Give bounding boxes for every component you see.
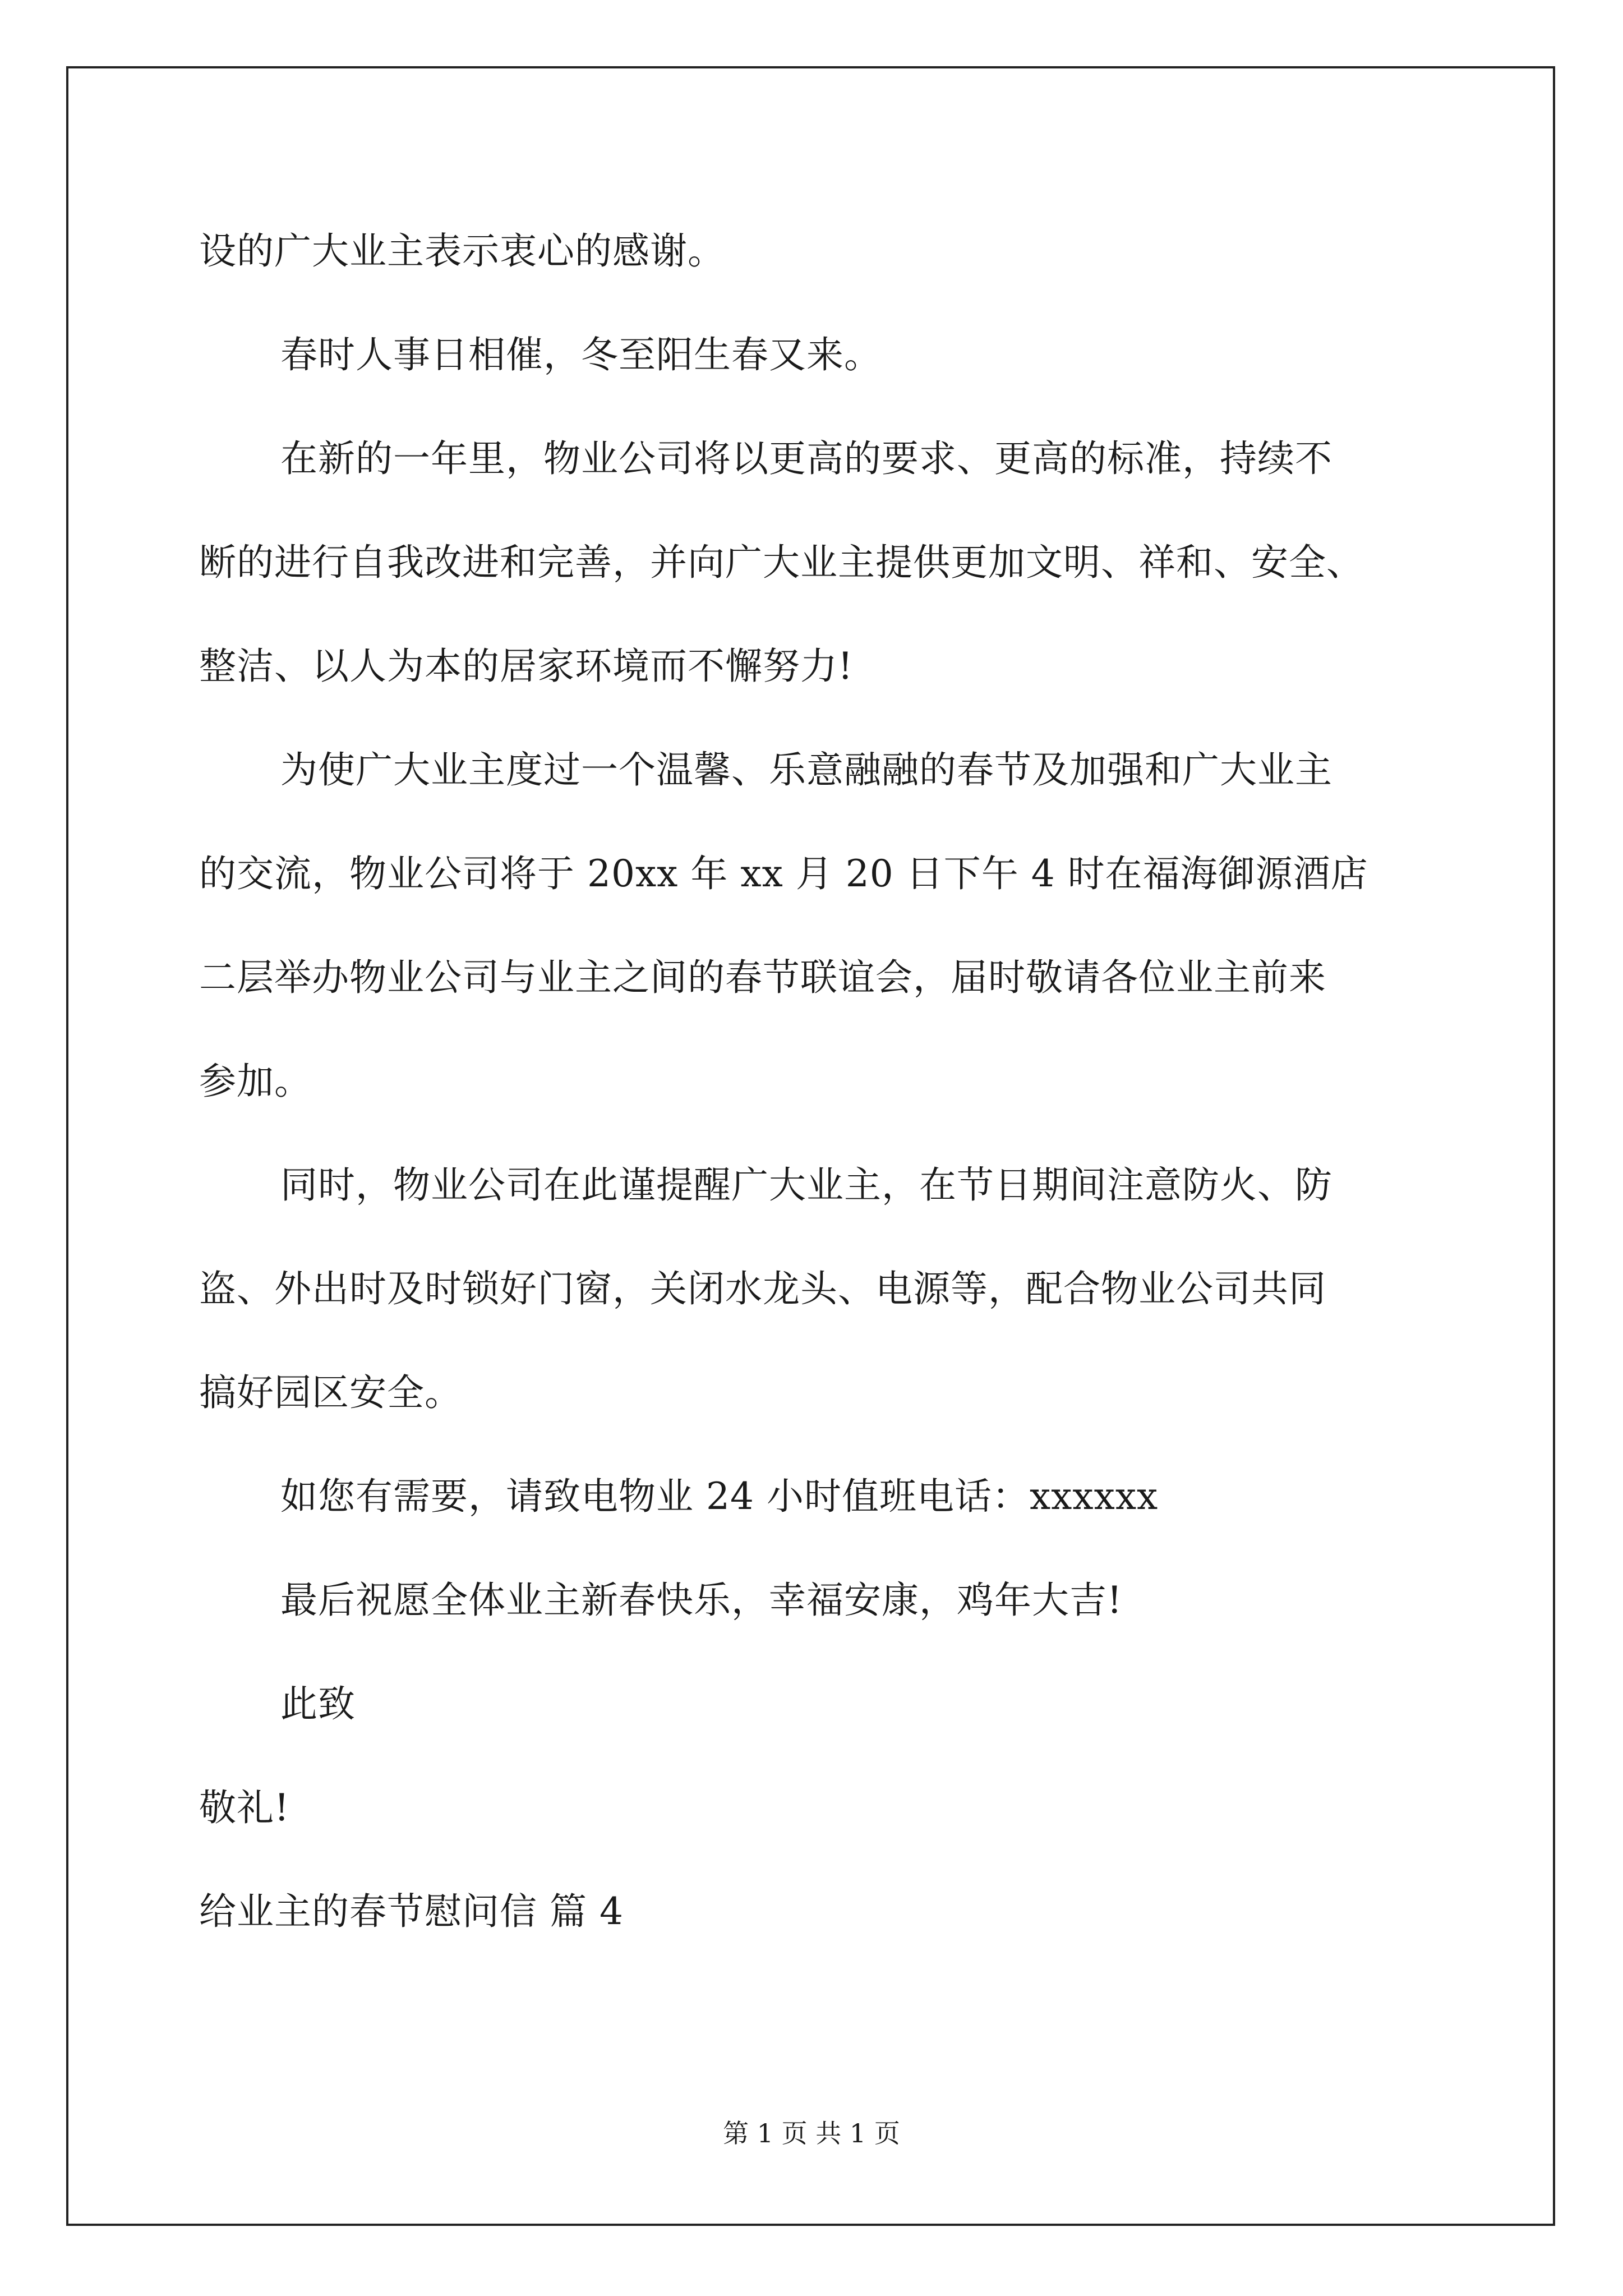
paragraph-line: 整洁、以人为本的居家环境而不懈努力!	[199, 645, 854, 688]
paragraph-line: 为使广大业主度过一个温馨、乐意融融的春节及加强和广大业主	[280, 748, 1332, 792]
paragraph-line: 二层举办物业公司与业主之间的春节联谊会，届时敬请各位业主前来	[199, 956, 1326, 999]
paragraph-line: 如您有需要，请致电物业 24 小时值班电话：xxxxxx	[280, 1475, 1159, 1518]
paragraph-line: 参加。	[199, 1060, 312, 1103]
paragraph-line: 设的广大业主表示衷心的感谢。	[199, 229, 725, 273]
closing-regards: 敬礼!	[199, 1786, 290, 1829]
paragraph-line: 同时，物业公司在此谨提醒广大业主，在节日期间注意防火、防	[280, 1163, 1332, 1207]
paragraph-line: 春时人事日相催，冬至阳生春又来。	[280, 333, 882, 376]
paragraph-line: 最后祝愿全体业主新春快乐，幸福安康，鸡年大吉!	[280, 1579, 1123, 1622]
paragraph-line: 的交流，物业公司将于 20xx 年 xx 月 20 日下午 4 时在福海御源酒店	[199, 852, 1368, 895]
paragraph-line: 盗、外出时及时锁好门窗，关闭水龙头、电源等，配合物业公司共同	[199, 1267, 1326, 1310]
paragraph-line: 断的进行自我改进和完善，并向广大业主提供更加文明、祥和、安全、	[199, 541, 1364, 584]
section-heading: 给业主的春节慰问信 篇 4	[199, 1890, 624, 1933]
page-number-footer: 第 1 页 共 1 页	[723, 2118, 900, 2148]
paragraph-line: 在新的一年里，物业公司将以更高的要求、更高的标准，持续不	[280, 437, 1332, 480]
closing-salutation: 此致	[280, 1682, 356, 1726]
paragraph-line: 搞好园区安全。	[199, 1371, 462, 1414]
